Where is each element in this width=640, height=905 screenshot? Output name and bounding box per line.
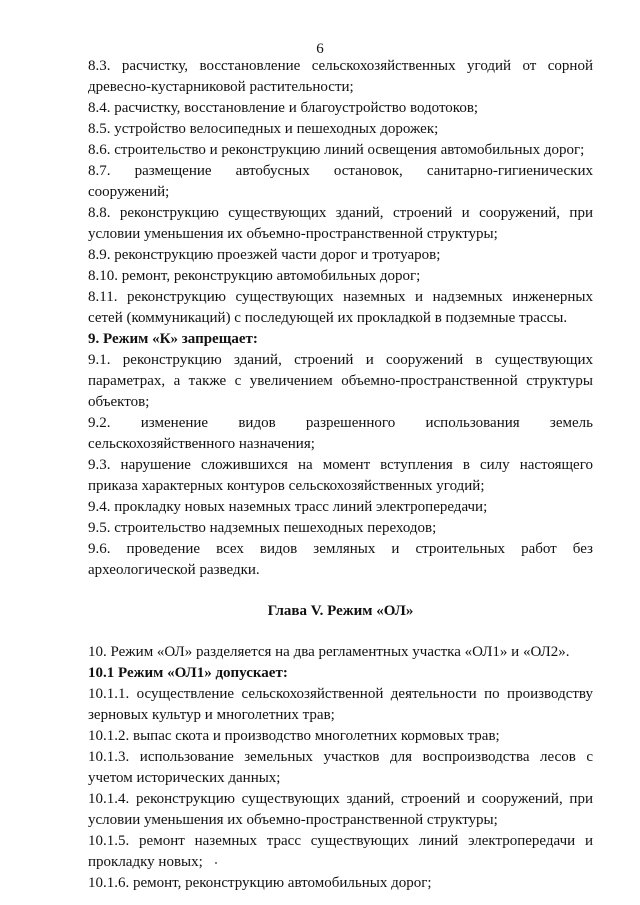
list-item: 9.3. нарушение сложившихся на момент вступления в силу настоящего приказа характерных контуров сельскохозяйственных угодий; <box>88 457 593 494</box>
list-item: 8.4. расчистку, восстановление и благоустройство водотоков; <box>88 100 479 116</box>
list-item: 8.6. строительство и реконструкцию линий освещения автомобильных дорог; <box>88 142 585 158</box>
list-item: 8.11. реконструкцию существующих наземных и надземных инженерных сетей (коммуникаций) с последующей их прокладкой в подземные трассы. <box>88 289 593 326</box>
chapter-heading: Глава V. Режим «ОЛ» <box>267 603 414 619</box>
section-heading: 9. Режим «К» запрещает: <box>88 331 258 347</box>
document-body <box>88 56 593 894</box>
list-item: 10.1.2. выпас скота и производство многолетних кормовых трав; <box>88 728 500 744</box>
list-item: 9.2. изменение видов разрешенного использования земель сельскохозяйственного назначения; <box>88 415 593 452</box>
list-item: 8.5. устройство велосипедных и пешеходных дорожек; <box>88 121 439 137</box>
list-item: 9.1. реконструкцию зданий, строений и сооружений в существующих параметрах, а также с увеличением объемно-пространственной структуры объектов; <box>88 352 593 410</box>
list-item: 8.9. реконструкцию проезжей части дорог и тротуаров; <box>88 247 441 263</box>
list-item: 10.1.3. использование земельных участков для воспроизводства лесов с учетом исторических данных; <box>88 749 593 786</box>
list-item: 10. Режим «ОЛ» разделяется на два регламентных участка «ОЛ1» и «ОЛ2». <box>88 644 570 660</box>
list-item: 8.3. расчистку, восстановление сельскохозяйственных угодий от сорной древесно-кустарниковой растительности; <box>88 58 593 95</box>
list-item: 8.8. реконструкцию существующих зданий, строений и сооружений, при условии уменьшения их объемно-пространственной структуры; <box>88 205 593 242</box>
list-item: 8.10. ремонт, реконструкцию автомобильных дорог; <box>88 268 421 284</box>
page-number: 6 <box>316 41 324 57</box>
list-item: 9.4. прокладку новых наземных трасс линий электропередачи; <box>88 499 488 515</box>
scan-speck <box>215 862 217 864</box>
list-item: 9.6. проведение всех видов земляных и строительных работ без археологической разведки. <box>88 541 593 578</box>
list-item: 10.1.1. осуществление сельскохозяйственной деятельности по производству зерновых культур и многолетних трав; <box>88 686 593 723</box>
section-heading: 10.1 Режим «ОЛ1» допускает: <box>88 665 288 681</box>
list-item: 10.1.6. ремонт, реконструкцию автомобильных дорог; <box>88 875 432 891</box>
list-item: 10.1.4. реконструкцию существующих зданий, строений и сооружений, при условии уменьшения их объемно-пространственной структуры; <box>88 791 593 828</box>
list-item: 10.1.5. ремонт наземных трасс существующих линий электропередачи и прокладку новых; <box>88 833 593 870</box>
list-item: 9.5. строительство надземных пешеходных переходов; <box>88 520 437 536</box>
list-item: 8.7. размещение автобусных остановок, санитарно-гигиенических сооружений; <box>88 163 593 200</box>
